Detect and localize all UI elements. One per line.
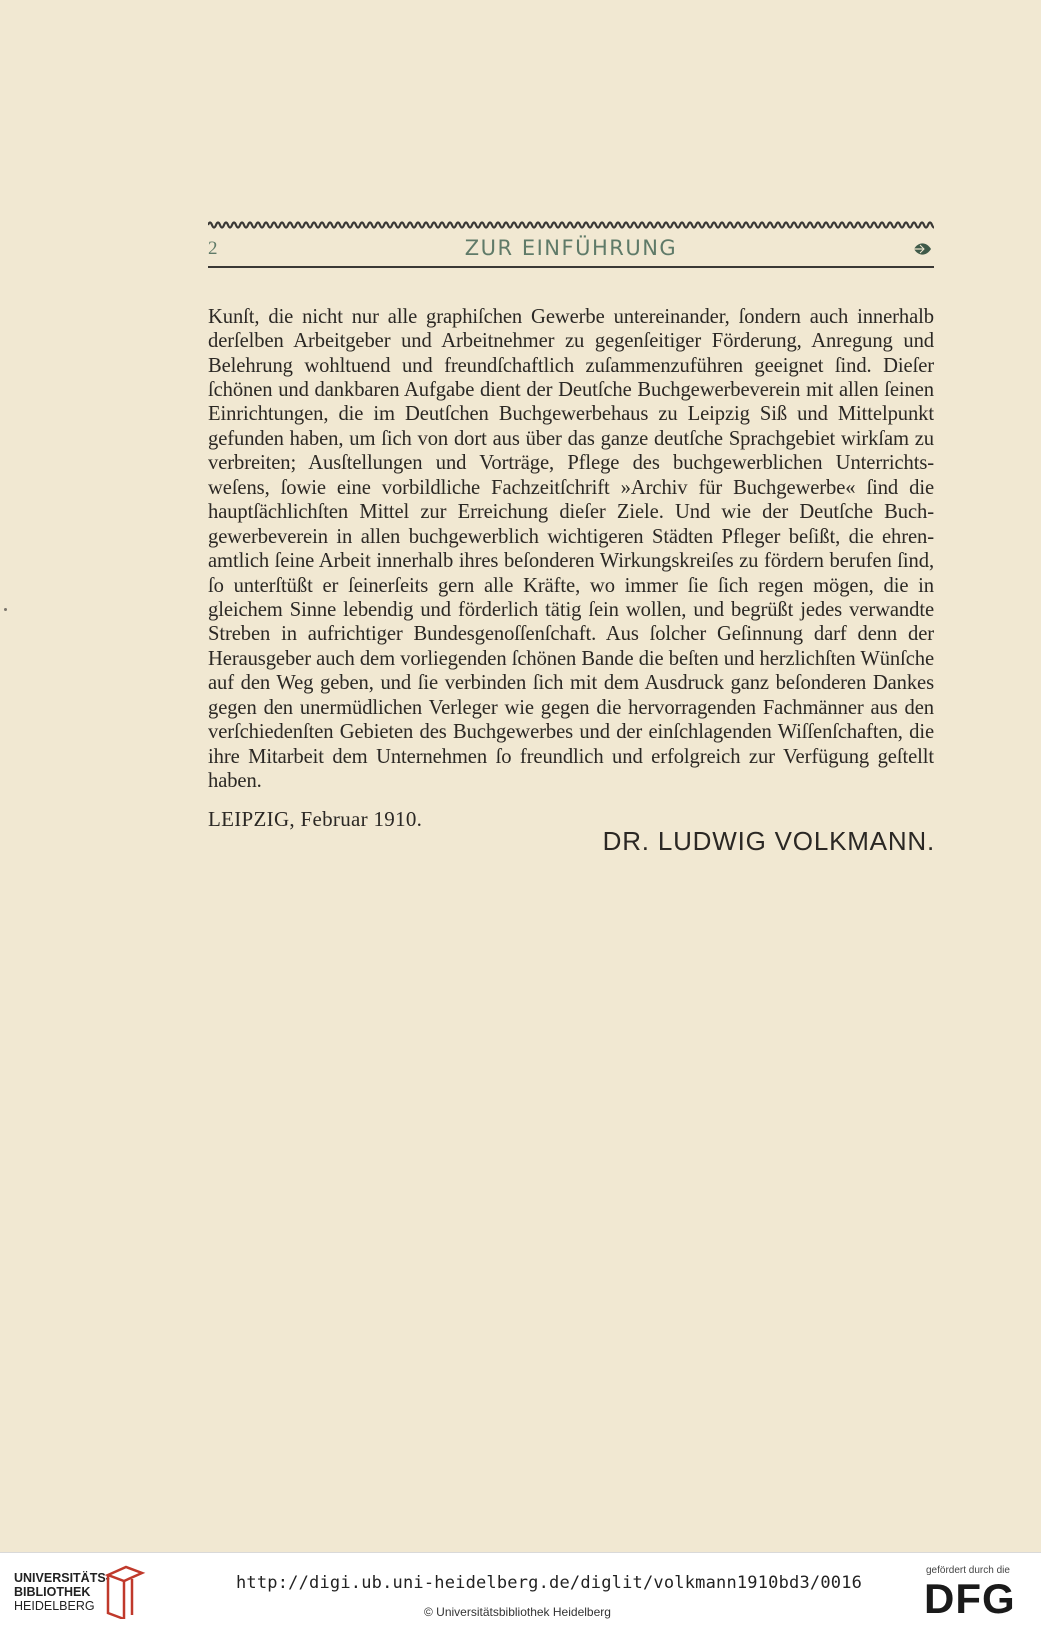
library-name-line: HEIDELBERG [14, 1599, 95, 1613]
leaf-ornament-icon [912, 240, 932, 258]
footer-bar [0, 1552, 1041, 1629]
library-name-line: BIBLIOTHEK [14, 1585, 91, 1599]
running-title: ZUR EINFÜHRUNG [464, 236, 678, 260]
dfg-logo[interactable]: DFG [924, 1575, 1016, 1622]
place-date: LEIPZIG, Februar 1910. [208, 807, 423, 831]
library-logo-icon[interactable] [104, 1563, 146, 1619]
page-number: 2 [208, 238, 218, 259]
author-signature: DR. LUDWIG VOLKMANN. [602, 826, 935, 856]
running-header [208, 236, 934, 266]
funding-label: gefördert durch die [926, 1565, 1010, 1576]
margin-speck [4, 608, 7, 611]
library-name-line: UNIVERSITÄTS- [14, 1571, 110, 1585]
permalink-url[interactable]: http://digi.ub.uni-heidelberg.de/diglit/volkmann1910bd3/0016 [236, 1573, 863, 1593]
body-paragraph: Kunſt, die nicht nur alle graphiſchen Gewerbe untereinander, ſondern auch innerhalb derſelben Arbeitgeber und Arbeitnehmer zu gegenſeitiger Förderung, Anregung und Belehrung wohltuend und freundſchaftlich zuſammenzuführen geeignet ſind. Dieſer ſchönen und dankbaren Aufgabe dient der Deutſche Buchgewerbeverein mit allen ſeinen Einrichtungen, die im Deutſchen Buchgewerbehaus zu Leipzig Siß und Mittelpunkt gefunden haben, um ſich von dort aus über das ganze deutſche Sprachgebiet wirkſam zu verbreiten; Ausſtellungen und Vorträge, Pflege des buchgewerblichen Unterrichts-weſens, ſowie eine vorbildliche Fachzeitſchrift »Archiv für Buchgewerbe« ſind die hauptſächlichſten Mittel zur Erreichung dieſer Ziele. Und wie der Deutſche Buch-gewerbeverein in allen buchgewerblich wichtigeren Städten Pfleger beſißt, die ehren-amtlich ſeine Arbeit innerhalb ihres beſonderen Wirkungskreiſes zu fördern berufen ſind, ſo unterſtüßt er ſeinerſeits gern alle Kräfte, wo immer ſie ſich regen mögen, die in gleichem Sinne lebendig und förderlich tätig ſein wollen, und begrüßt jedes verwandte Streben in aufrichtiger Bundesgenoſſenſchaft. Aus ſolcher Geſinnung darf denn der Herausgeber auch dem vorliegenden ſchönen Bande die beſten und herzlichſten Wünſche auf den Weg geben, und ſie verbinden ſich mit dem Ausdruck ganz beſonderen Dankes gegen den unermüdlichen Verleger wie gegen die hervorragenden Fachmänner aus den verſchiedenſten Gebieten des Buchgewerbes und der einſchlagenden Wiſſenſchaften, die ihre Mitarbeit dem Unternehmen ſo freundlich und erfolgreich zur Verfügung geſtellt haben. [208, 305, 934, 793]
ornamental-border [208, 218, 934, 232]
header-rule [208, 266, 934, 268]
copyright-notice: © Universitätsbibliothek Heidelberg [424, 1605, 611, 1619]
library-name[interactable] [14, 1571, 110, 1613]
